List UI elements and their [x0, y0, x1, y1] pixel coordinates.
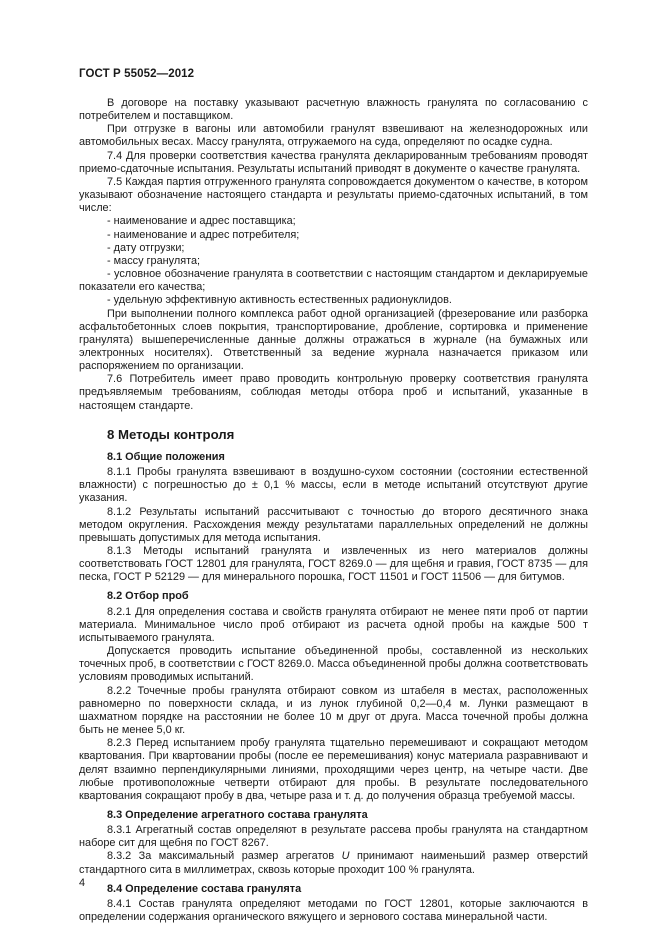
subsection-heading-8-2: 8.2 Отбор проб: [107, 590, 189, 603]
paragraph: Допускается проводить испытание объединенной пробы, составленной из нескольких точечных проб, в соответствии с ГОСТ 8269.0. Масса объединенной пробы должна соответствовать условиям проводимых испытаний.: [79, 645, 588, 684]
subsection-heading-8-4: 8.4 Определение состава гранулята: [107, 882, 302, 895]
page-number: 4: [79, 877, 86, 889]
paragraph-8-3-1: 8.3.1 Агрегатный состав определяют в результате рассева пробы гранулята на стандартном наборе сит для щебня по ГОСТ 8267.: [79, 824, 588, 850]
paragraph-text: 8.3.2 За максимальный размер агрегатов: [107, 850, 342, 863]
paragraph: При выполнении полного комплекса работ одной организацией (фрезерование или разборка асфальтобетонных слоев покрытия, транспортирование, дробление, сортировка и применение гранулята) вышеперечисленные данные должны отражаться в журнале (на бумажных или электронных носителях). Ответственный за ведение журнала назначается приказом или распоряжением по организации.: [79, 307, 588, 373]
subsection-heading-8-3: 8.3 Определение агрегатного состава гранулята: [107, 808, 368, 821]
paragraph-8-1-3: 8.1.3 Методы испытаний гранулята и извлеченных из него материалов должны соответствовать ГОСТ 12801 для гранулята, ГОСТ 8269.0 — для щебня и гравия, ГОСТ 8735 — для песка, ГОСТ Р 52129 — для минерального порошка, ГОСТ 11501 и ГОСТ 11506 — для битумов.: [79, 545, 588, 584]
paragraph-8-2-3: 8.2.3 Перед испытанием пробу гранулята тщательно перемешивают и сокращают методом квартования. При квартовании пробы (после ее перемешивания) конус материала разравнивают и делят взаимно перпендикулярными линиями, проходящими через центр, на четыре части. Две любые противоположные четверти отбирают для пробы. В результате последовательного квартования сокращают пробу в два, четыре раза и т. д. до получения образца требуемой массы.: [79, 737, 588, 802]
paragraph-7-6: 7.6 Потребитель имеет право проводить контрольную проверку соответствия гранулята предъявляемым требованиям, соблюдая методы отбора проб и испытаний, указанные в настоящем стандарте.: [79, 373, 588, 412]
paragraph-7-5: 7.5 Каждая партия отгруженного гранулята сопровождается документом о качестве, в котором указывают обозначение настоящего стандарта и результаты приемо-сдаточных испытаний, в том числе:: [79, 175, 588, 215]
paragraph-8-4-1: 8.4.1 Состав гранулята определяют методами по ГОСТ 12801, которые заключаются в определении содержания органического вяжущего и зернового состава минеральной части.: [79, 897, 588, 924]
list-item: - дату отгрузки;: [107, 241, 185, 254]
paragraph-8-2-1: 8.2.1 Для определения состава и свойств гранулята отбирают не менее пяти проб от партии материала. Минимальное число проб отбирают из расчета одной пробы на каждые 500 т испытываемого гранулята.: [79, 605, 588, 644]
document-body: [79, 97, 588, 924]
list-item: - наименование и адрес поставщика;: [107, 215, 296, 228]
paragraph-7-4: 7.4 Для проверки соответствия качества гранулята декларированным требованиям проводят приемо-сдаточные испытания. Результаты испытаний приводят в документе о качестве гранулята.: [79, 149, 588, 175]
paragraph: В договоре на поставку указывают расчетную влажность гранулята по согласованию с потребителем и поставщиком.: [79, 97, 588, 123]
section-heading-8: 8 Методы контроля: [107, 426, 235, 442]
variable-u: U: [341, 850, 350, 863]
subsection-heading-8-1: 8.1 Общие положения: [107, 450, 225, 463]
paragraph-8-1-1: 8.1.1 Пробы гранулята взвешивают в воздушно-сухом состоянии (состоянии естественной влажности) с погрешностью до ± 0,1 % массы, если в методе испытаний отсутствуют другие указания.: [79, 466, 588, 505]
document-header: ГОСТ Р 55052—2012: [79, 68, 195, 80]
paragraph-8-2-2: 8.2.2 Точечные пробы гранулята отбирают совком из штабеля в местах, расположенных равномерно по поверхности склада, и из лунок глубиной 0,2—0,4 м. Лунки размещают в шахматном порядке на расстоянии не более 10 м друг от друга. Масса точечной пробы должна быть не менее 5,0 кг.: [79, 684, 588, 737]
paragraph: При отгрузке в вагоны или автомобили гранулят взвешивают на железнодорожных или автомобильных весах. Массу гранулята, отгружаемого на суда, определяют по осадке судна.: [79, 123, 588, 149]
list-item: - наименование и адрес потребителя;: [107, 228, 300, 241]
paragraph-8-3-2: [79, 850, 588, 876]
paragraph-text: принимают наименьший размер отверстий стандартного сита в миллиметрах, сквозь которые проходит 100 % гранулята.: [79, 850, 589, 876]
list-item: - массу гранулята;: [107, 254, 201, 267]
list-item: - условное обозначение гранулята в соответствии с настоящим стандартом и декларируемые показатели его качества;: [79, 268, 588, 294]
list-item: - удельную эффективную активность естественных радионуклидов.: [107, 294, 452, 307]
paragraph-8-1-2: 8.1.2 Результаты испытаний рассчитывают с точностью до второго десятичного знака методом округления. Расхождения между результатами параллельных определений не должны превышать допустимых для метода испытания.: [79, 505, 588, 544]
